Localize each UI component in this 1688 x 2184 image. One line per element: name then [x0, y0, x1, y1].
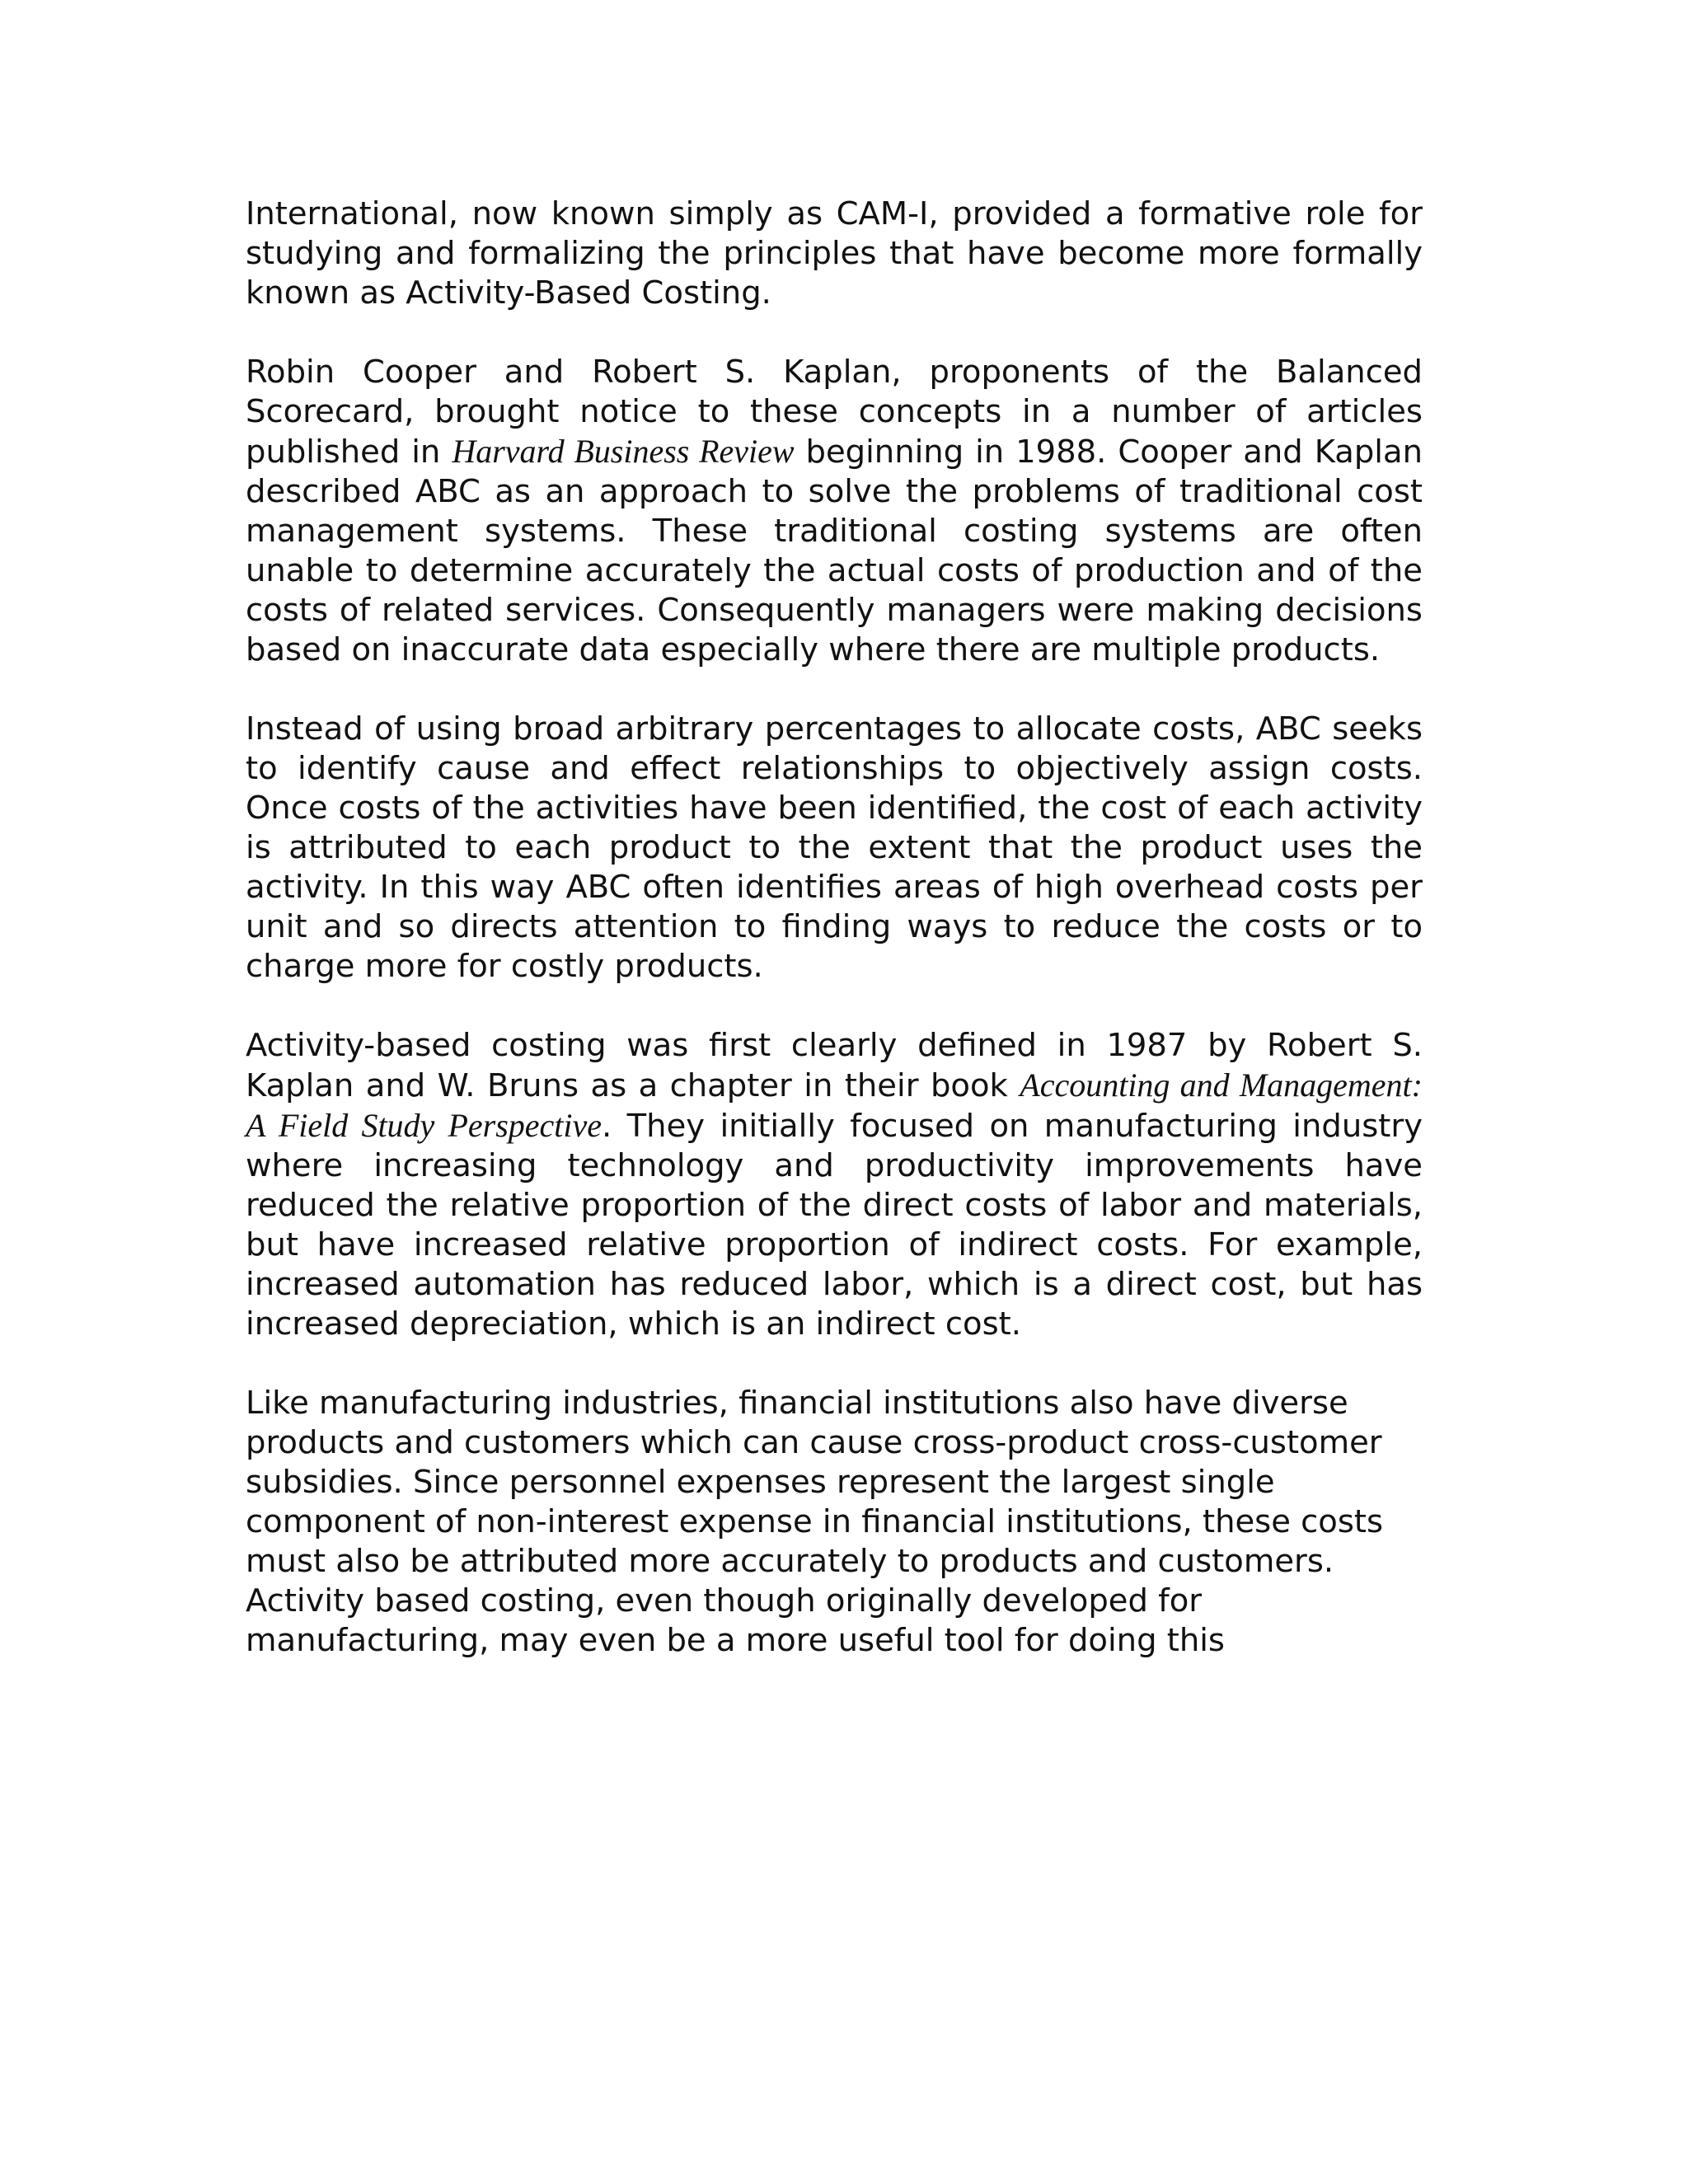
- paragraph-text: Instead of using broad arbitrary percentages to allocate costs, ABC seeks to identify cause and effect relationships to objectively assign costs. Once costs of the activities have been identified, the cost of each activity is attributed to each product to the extent that the product uses the activity. In this way ABC often identifies areas of high overhead costs per unit and so directs attention to finding ways to reduce the costs or to charge more for costly products.: [246, 710, 1423, 985]
- paragraph-text: Like manufacturing industries, financial institutions also have diverse products and customers which can cause cross-product cross-customer subsidies. Since personnel expenses represent the largest single component of non-interest expense in financial institutions, these costs must also be attributed more accurately to products and customers. Activity based costing, even though originally developed for manufacturing, may even be a more useful tool for doing this: [246, 1385, 1384, 1659]
- paragraph-cooper-kaplan: [246, 353, 1423, 670]
- journal-title: Harvard Business Review: [452, 433, 795, 470]
- body-text: [246, 194, 1423, 1700]
- paragraph-abc-allocation: [246, 710, 1423, 987]
- paragraph-text: beginning in 1988. Cooper and Kaplan described ABC as an approach to solve the problems of traditional cost management systems. These traditional costing systems are often unable to determine accurately the actual costs of production and of the costs of related services. Consequently managers were making decisions based on inaccurate data especially where there are multiple products.: [246, 434, 1423, 668]
- paragraph-text: Robin Cooper and Robert S. Kaplan, proponents of the Balanced Scorecard, brought notice to these concepts in a number of articles published in: [246, 354, 1423, 471]
- paragraph-financial-institutions: [246, 1384, 1423, 1661]
- paragraph-text: Activity-based costing was first clearly defined in 1987 by Robert S. Kaplan and W. Bruns as a chapter in their book: [246, 1027, 1423, 1104]
- paragraph-text: . They initially focused on manufacturing industry where increasing technology and productivity improvements have reduced the relative proportion of the direct costs of labor and materials, but have increased relative proportion of indirect costs. For example, increased automation has reduced labor, which is a direct cost, but has increased depreciation, which is an indirect cost.: [246, 1108, 1423, 1343]
- paragraph-abc-definition: [246, 1026, 1423, 1344]
- paragraph-text: International, now known simply as CAM-I, provided a formative role for studying and formalizing the principles that have become more formally known as Activity-Based Costing.: [246, 195, 1423, 312]
- paragraph-cam-i: [246, 194, 1423, 313]
- book-title: Accounting and Management: A Field Study Perspective: [246, 1066, 1423, 1144]
